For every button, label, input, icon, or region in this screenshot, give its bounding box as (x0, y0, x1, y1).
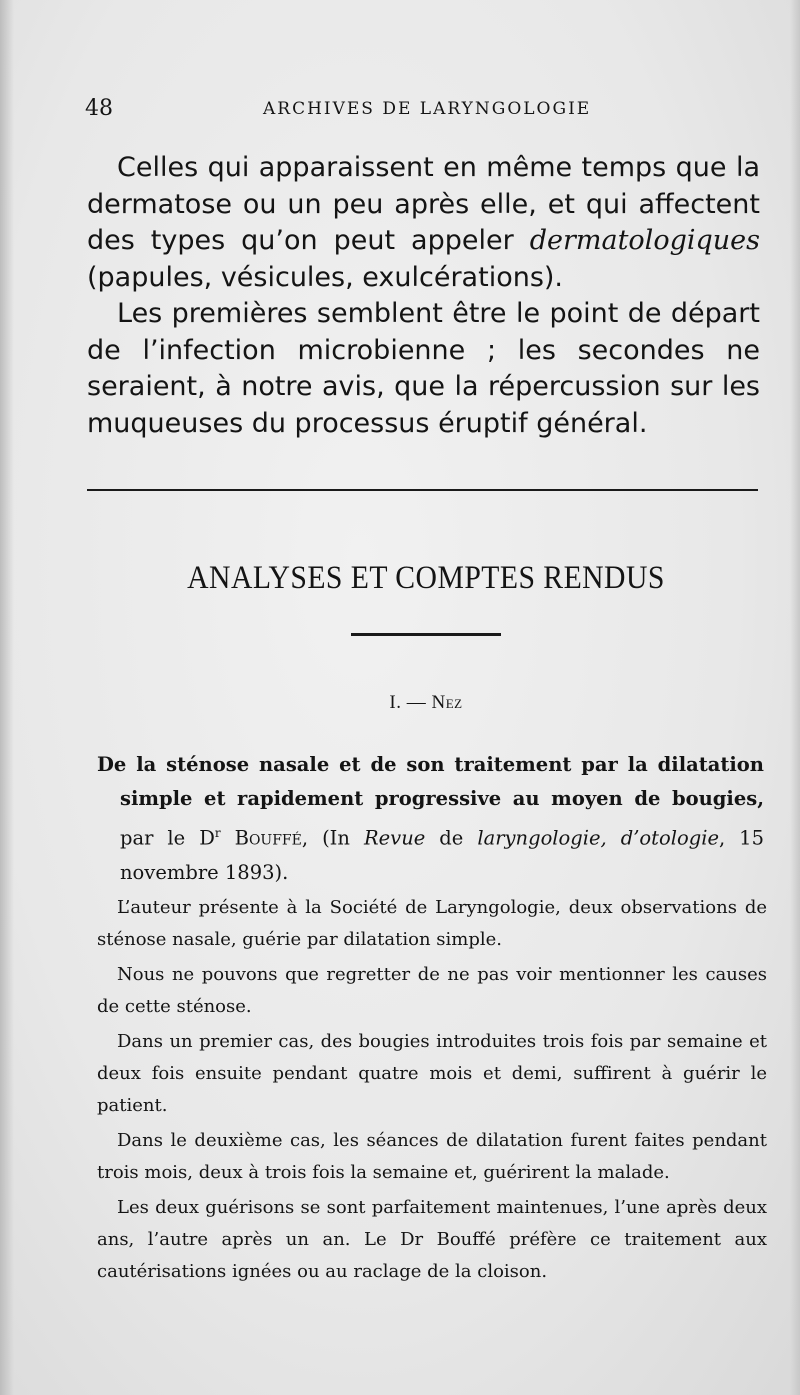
article-title: De la sténose nasale et de son traitement par la dilatation simple et rapidement progressive au moyen de bougies, (97, 753, 764, 810)
body-paragraph: L’auteur présente à la Société de Laryngologie, deux observations de sténose nasale, guérie par dilatation simple. (97, 897, 767, 950)
page-edge-shadow-right (790, 0, 800, 1395)
intro-text (87, 150, 760, 442)
citation-open: , (In (301, 826, 364, 850)
body-paragraph: Dans un premier cas, des bougies introduites trois fois par semaine et deux fois ensuite pendant quatre mois et demi, suffirent à guérir le patient. (97, 1031, 767, 1116)
subsection-label: Nez (431, 692, 463, 713)
running-title: ARCHIVES DE LARYNGOLOGIE (263, 99, 592, 119)
intro-p1-text-a: Celles qui apparaissent en même temps que la dermatose ou un peu après elle, et qui affectent des types qu’on peut appeler (87, 152, 760, 256)
journal-name-a: Revue (363, 826, 426, 850)
article-body (97, 892, 767, 1291)
citation-close: , 15 novembre 1893). (120, 826, 764, 884)
title-underline (351, 633, 501, 636)
body-paragraph: Nous ne pouvons que regretter de ne pas voir mentionner les causes de cette sténose. (97, 964, 767, 1017)
author-sup: r (214, 826, 221, 840)
page-edge-shadow-left (0, 0, 14, 1395)
author-name: Bouffé (220, 826, 302, 850)
section-title: ANALYSES ET COMPTES RENDUS (187, 560, 665, 596)
journal-name-b: laryngologie, d’otologie (477, 826, 719, 850)
article-heading (97, 748, 764, 890)
intro-paragraph-2: Les premières semblent être le point de départ de l’infection microbienne ; les secondes ne seraient, à notre avis, que la répercussion sur les muqueuses du processus éruptif général. (87, 298, 760, 439)
subsection-numeral: I. — (389, 692, 432, 713)
body-paragraph: Les deux guérisons se sont parfaitement maintenues, l’une après deux ans, l’autre après un an. Le Dr Bouffé préfère ce traitement aux cautérisations ignées ou au raclage de la cloison. (97, 1197, 767, 1282)
page-number: 48 (85, 96, 113, 121)
article-title-block (97, 748, 764, 890)
running-header (85, 96, 765, 126)
intro-paragraph-1 (87, 150, 760, 296)
subsection-heading (87, 692, 765, 714)
body-paragraph: Dans le deuxième cas, les séances de dilatation furent faites pendant trois mois, deux à trois fois la semaine et, guérirent la malade. (97, 1130, 767, 1183)
intro-p1-text-b: (papules, vésicules, exulcérations). (87, 261, 564, 293)
journal-de: de (425, 826, 478, 850)
author-prefix: par le D (120, 826, 215, 850)
section-divider (87, 489, 758, 491)
intro-p1-italic: dermatologiques (529, 225, 760, 256)
